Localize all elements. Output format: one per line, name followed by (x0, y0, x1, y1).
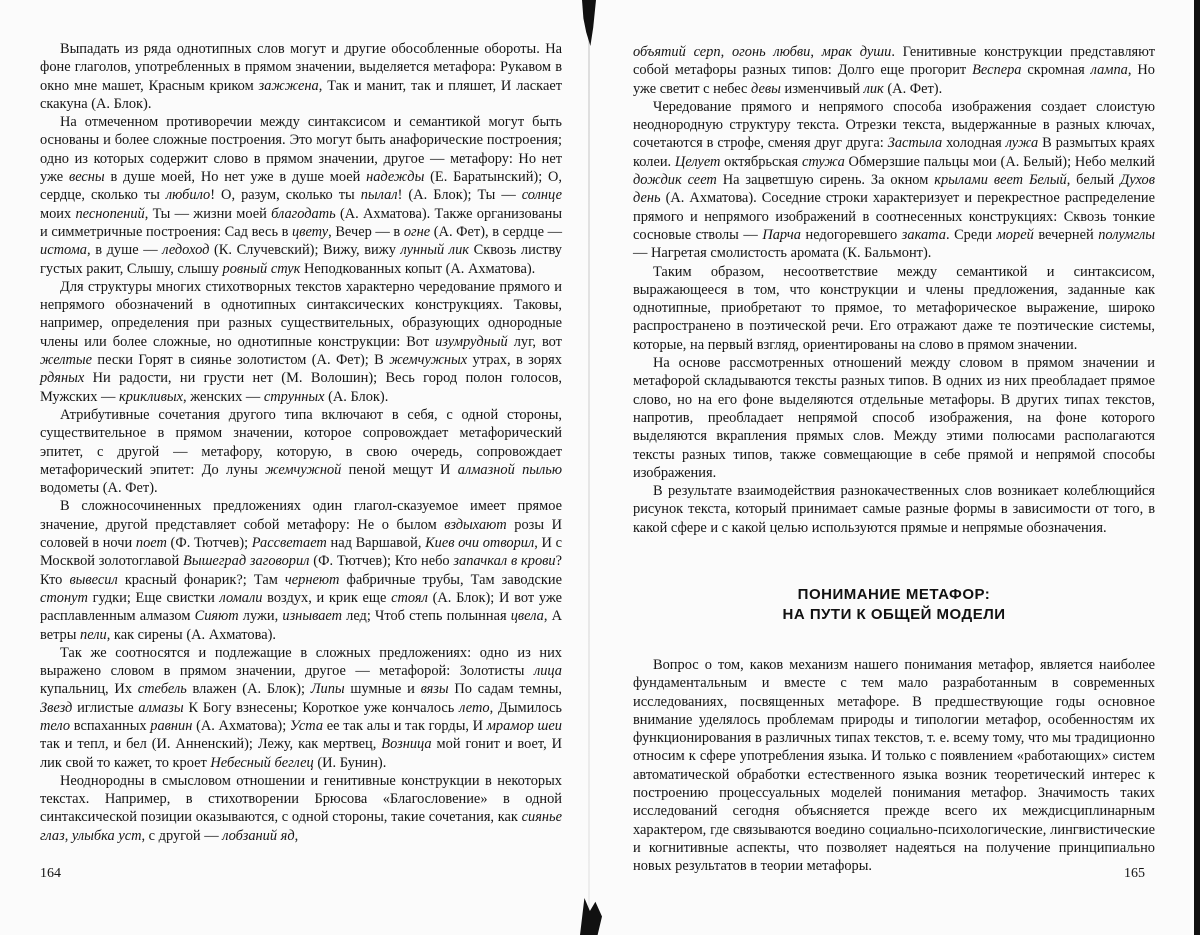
page-number-right: 165 (1124, 866, 1145, 881)
gutter-shadow (588, 0, 590, 935)
left-page-paragraph: В сложносочиненных предложениях один глагол-сказуемое имеет прямое значение, другой представляет собой метафору: Не о былом вздыхают розы И соловей в ночи поет (Ф. Тютчев); Рассветает над Варшавой, Киев очи отворил, И с Москвой золотоглавой Вышеград заговорил (Ф. Тютчев); Кто небо запачкал в крови? Кто вывесил красный фонарик?; Там чернеют фабричные трубы, Там заводские стонут гудки; Еще свистки ломали воздух, и крик еще стоял (А. Блок); И вот уже расплавленным алмазом Сияют лужи, изнывает лед; Чтоб степь полынная цвела, А ветры пели, как сирены (А. Ахматова). (40, 498, 562, 643)
left-page-paragraph: Атрибутивные сочетания другого типа включают в себя, с одной стороны, существительное в прямом значении, которое сопровождает метафорический эпитет, с другой — метафору, которую, в свою очередь, сопровождает метафорический эпитет: До луны жемчужной пеной мещут И алмазной пылью водометы (А. Фет). (40, 406, 563, 497)
right-page-paragraph: Чередование прямого и непрямого способа изображения создает слоистую неоднородную структуру текста. Отрезки текста, выдержанные в разных ключах, сочетаются в строфе, сменяя друг друга: Застыла холодная лужа В размытых краях колеи. Целует октябрьская стужа Обмерзшие пальцы мои (А. Белый); Небо мелкий дождик сеет На зацветшую сирень. За окном крылами веет Белый, белый Духов день (А. Ахматова). Соседние строки характеризует и перекрестное распределение прямого и непрямого изображений в соотнесенных конструкциях: Сквозь тонкие сосновые стволы — Парча недогоревшего заката. Среди морей вечерней полумглы — Нагретая смолистость аромата (К. Бальмонт). (633, 98, 1155, 262)
left-page-paragraph: Выпадать из ряда однотипных слов могут и другие обособленные обороты. На фоне глаголов, употребленных в прямом значении, выделяется метафора: Рукавом в окно мне машет, Красным криком зажжена, Так и манит, так и пляшет, И ласкает скакуна (А. Блок). (40, 41, 563, 112)
right-page-paragraph: В результате взаимодействия разнокачественных слов возникает колеблющийся рисунок текста, который принимает самые разные формы в зависимости от того, в какой сфере и с какой целью используются прямые и непрямые обозначения. (633, 483, 1155, 536)
book-gutter (572, 0, 610, 935)
left-page-paragraph: На отмеченном противоречии между синтаксисом и семантикой могут быть основаны и более сложные построения. Это могут быть анафорические построения; одно из которых содержит слово в прямом значении, другое — метафору: Но нет уже весны в душе моей, Но нет уже в душе моей надежды (Е. Баратынский); О, сердце, сколько ты любило! О, разум, сколько ты пылал! (А. Блок); Ты — солнце моих песнопений, Ты — жизни моей благодать (А. Ахматова). Также организованы и симметричные построения: Сад весь в цвету, Вечер — в огне (А. Фет), в сердце — истома, в душе — ледоход (К. Случевский); Вижу, вижу лунный лик Сквозь листву густых ракит, Слышу, слышу ровный стук Неподкованных копыт (А. Ахматова). (40, 114, 563, 277)
left-page-paragraph: Неоднородны в смысловом отношении и генитивные конструкции в некоторых текстах. Например, в стихотворении Брюсова «Благословение» в одной синтаксической позиции оказываются, с одной стороны, такие сочетания, как сиянье глаз, улыбка уст, с другой — лобзаний яд, (40, 772, 562, 844)
right-page-paragraph: объятий серп, огонь любви, мрак души. Генитивные конструкции представляют собой метафоры разных типов: Долго еще прогорит Веспера скромная лампа, Но уже светит с небес девы изменчивый лик (А. Фет). (633, 44, 1155, 97)
right-page-paragraph: На основе рассмотренных отношений между словом в прямом значении и метафорой складываются тексты разных типов. В одних из них преобладает прямое слово, но на его фоне выделяются отдельные метафоры. В других типах текстов, напротив, преобладает непрямой способ изображения, на фоне которого выделяются вкрапления прямых слов. Между этими полюсами располагаются тексты разных типов, также совмещающие в себе прямой и непрямой способы изображения. (633, 355, 1155, 481)
left-page-paragraph: Для структуры многих стихотворных текстов характерно чередование прямого и непрямого обозначений в однотипных синтаксических конструкциях. Таковы, например, определения при разных существительных, образующих однородные члены или более сложные, но однотипные конструкции: Вот изумрудный луг, вот желтые пески Горят в сиянье золотистом (А. Фет); В жемчужных утрах, в зорях рдяных Ни радости, ни грусти нет (М. Волошин); Весь город полон голосов, Мужских — крикливых, женских — струнных (А. Блок). (40, 278, 562, 405)
section-heading (633, 585, 1155, 625)
section-heading-line1: ПОНИМАНИЕ МЕТАФОР: (797, 586, 991, 603)
section-heading-line2: НА ПУТИ К ОБЩЕЙ МОДЕЛИ (782, 606, 1006, 623)
section-body-text (633, 656, 1155, 876)
right-page-text (633, 43, 1155, 537)
section-paragraph: Вопрос о том, каков механизм нашего понимания метафор, является наиболее фундаментальным и вместе с тем мало разработанным в современных исследованиях, посвященных метафоре. В предшествующие годы основное внимание уделялось проблемам природы и типологии метафор, особенностям их функционирования в различных типах текстов, т. е. всему тому, что мы традиционно относим к сфере употребления языка. И только с появлением «работающих» систем автоматической обработки естественного языка возник теоретический интерес к построению процессуальных моделей понимания метафор. Значимость таких исследований сегодня объясняется прежде всего их междисциплинарным характером, где связываются воедино социально-психологические, лингвистические и когнитивные аспекты, что позволяет надеяться на получение принципиально новых результатов в теории метафоры. (633, 657, 1155, 875)
binding-mark-top (582, 0, 596, 46)
binding-mark-bottom (580, 898, 602, 935)
left-page-paragraph: Так же соотносятся и подлежащие в сложных предложениях: одно из них выражено словом в прямом значении, другое — метафорой: Золотисты лица купальниц, Их стебель влажен (А. Блок); Липы шумные и вязы По садам темны, Звезд иглистые алмазы К Богу взнесены; Короткое уже кончалось лето, Дымилось тело вспаханных равнин (А. Ахматова); Уста ее так алы и так горды, И мрамор шеи так и тепл, и бел (И. Анненский); Лежу, как мертвец, Возница мой гонит и воет, И лик свой то кажет, то кроет Небесный беглец (И. Бунин). (40, 644, 563, 771)
right-page-paragraph: Таким образом, несоответствие между семантикой и синтаксисом, выражающееся в том, что конструкции и члены предложения, заданные как однотипные, приобретают то прямое, то метафорическое выражение, широко распространено в поэтической речи. Его отражают даже те поэтические системы, которые, на первый взгляд, ориентированы на слово в прямом значении. (633, 263, 1155, 353)
scan-edge (1194, 0, 1200, 935)
page-number-left: 164 (40, 866, 61, 881)
left-page-text (40, 40, 562, 845)
